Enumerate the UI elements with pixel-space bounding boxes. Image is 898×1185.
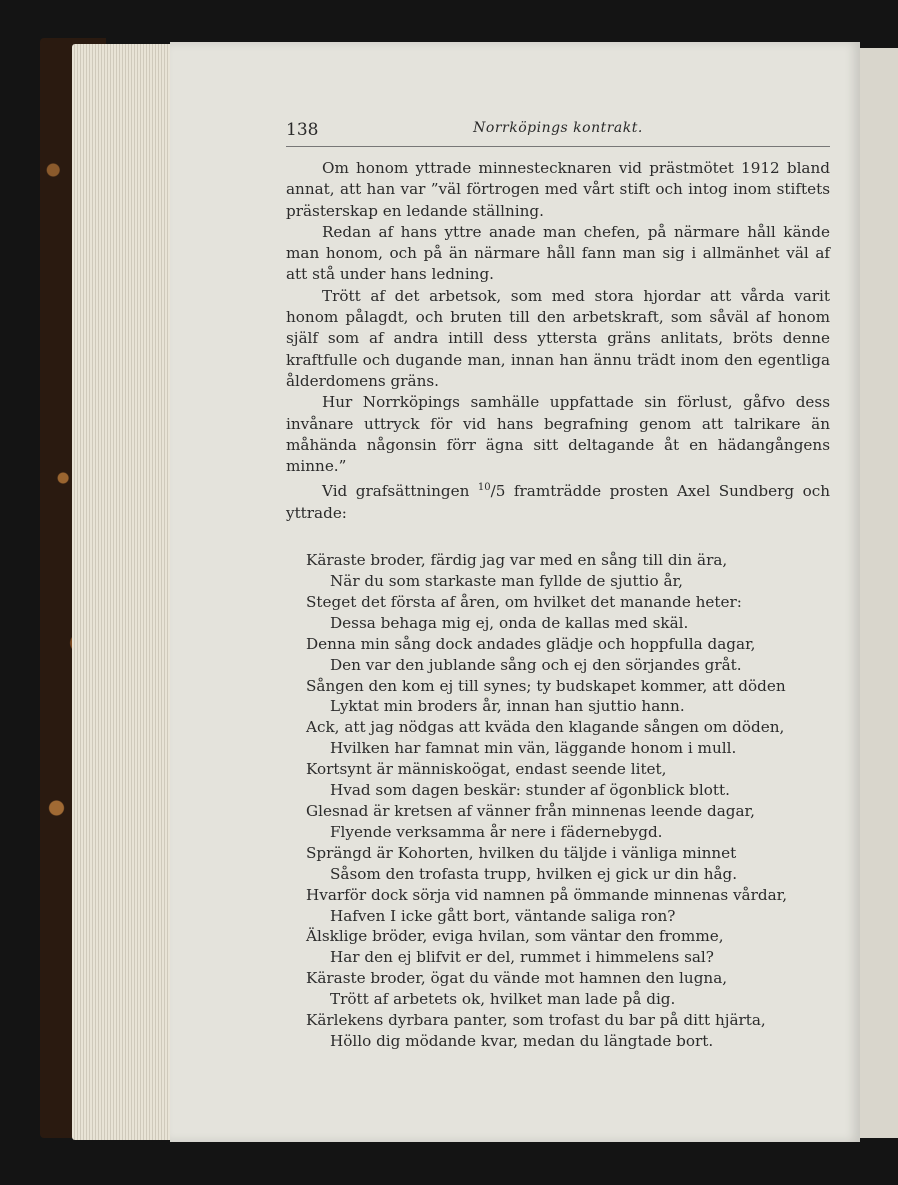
running-title: Norrköpings kontrakt. <box>473 120 643 136</box>
page-body <box>286 158 830 1052</box>
poem-line: Hvarför dock sörja vid namnen på ömmande minnenas vårdar, <box>306 885 788 904</box>
poem-line: Käraste broder, färdig jag var med en sång till din ära, <box>306 551 728 570</box>
poem-line: Sprängd är Kohorten, hvilken du täljde i vänliga minnet <box>306 843 737 862</box>
poem-line: Denna min sång dock andades glädje och hoppfulla dagar, <box>306 634 756 653</box>
poem-line: Glesnad är kretsen af vänner från minnenas leende dagar, <box>306 801 755 820</box>
poem-line: När du som starkaste man fyllde de sjuttio år, <box>330 572 683 591</box>
poem <box>286 550 830 1052</box>
poem-line: Hvilken har famnat min vän, läggande honom i mull. <box>330 739 737 758</box>
poem-line: Ack, att jag nödgas att kväda den klagande sången om döden, <box>306 718 785 737</box>
intro-text: Vid grafsättningen <box>322 482 478 501</box>
poem-line: Älsklige bröder, eviga hvilan, som väntar den fromme, <box>306 927 724 946</box>
intro-text-end: framträdde prosten Axel Sundberg och yttrade: <box>286 482 831 522</box>
poem-line: Steget det första af åren, om hvilket det manande heter: <box>306 592 742 611</box>
page-header <box>286 118 830 147</box>
paragraph: Redan af hans yttre anade man chefen, på närmare håll kände man honom, och på än närmare håll fann man sig i allmänhet väl af att stå under hans ledning. <box>286 222 830 284</box>
poem-line: Kärlekens dyrbara panter, som trofast du bar på ditt hjärta, <box>306 1011 766 1030</box>
paragraph: Om honom yttrade minnestecknaren vid prästmötet 1912 bland annat, att han var ”väl förtrogen med vårt stift och intog inom stiftets prästerskap en ledande ställning. <box>286 159 830 220</box>
page-number: 138 <box>286 120 319 140</box>
poem-line: Den var den jublande sång och ej den sörjandes gråt. <box>330 655 742 674</box>
poem-line: Såsom den trofasta trupp, hvilken ej gick ur din håg. <box>330 864 738 883</box>
poem-line: Höllo dig mödande kvar, medan du längtade bort. <box>330 1031 714 1050</box>
poem-line: Har den ej blifvit er del, rummet i himmelens sal? <box>330 948 714 967</box>
poem-line: Trött af arbetets ok, hvilket man lade på dig. <box>330 990 676 1009</box>
poem-line: Flyende verksamma år nere i fädernebygd. <box>330 822 663 841</box>
page-stack-edges <box>72 44 182 1140</box>
poem-line: Hafven I icke gått bort, väntande saliga ron? <box>330 906 676 925</box>
poem-line: Kortsynt är människoögat, endast seende litet, <box>306 760 667 779</box>
poem-line: Käraste broder, ögat du vände mot hamnen den lugna, <box>306 969 728 988</box>
poem-line: Sången den kom ej till synes; ty budskapet kommer, att döden <box>306 676 786 695</box>
paragraph: Trött af det arbetsok, som med stora hjordar att vårda varit honom pålagdt, och bruten till den arbetskraft, som såväl af honom själf som af andra intill dess yttersta gräns anlitats, bröts denne kraftfulle och dugande man, innan han ännu trädt inom den egentliga ålderdomens gräns. <box>286 286 830 390</box>
poem-line: Hvad som dagen beskär: stunder af ögonblick blott. <box>330 781 730 800</box>
date-day: 10 <box>477 482 491 494</box>
date-month: /5 <box>490 482 506 501</box>
poem-line: Lyktat min broders år, innan han sjuttio hann. <box>330 697 685 716</box>
poem-introduction <box>286 477 830 524</box>
paragraph: Hur Norrköpings samhälle uppfattade sin förlust, gåfvo dess invånare uttryck för vid hans begrafning genom att talrikare än måhända någonsin förr ägna sitt deltagande åt en hädangångens minne.” <box>286 393 830 476</box>
poem-line: Dessa behaga mig ej, onda de kallas med skäl. <box>330 613 689 632</box>
